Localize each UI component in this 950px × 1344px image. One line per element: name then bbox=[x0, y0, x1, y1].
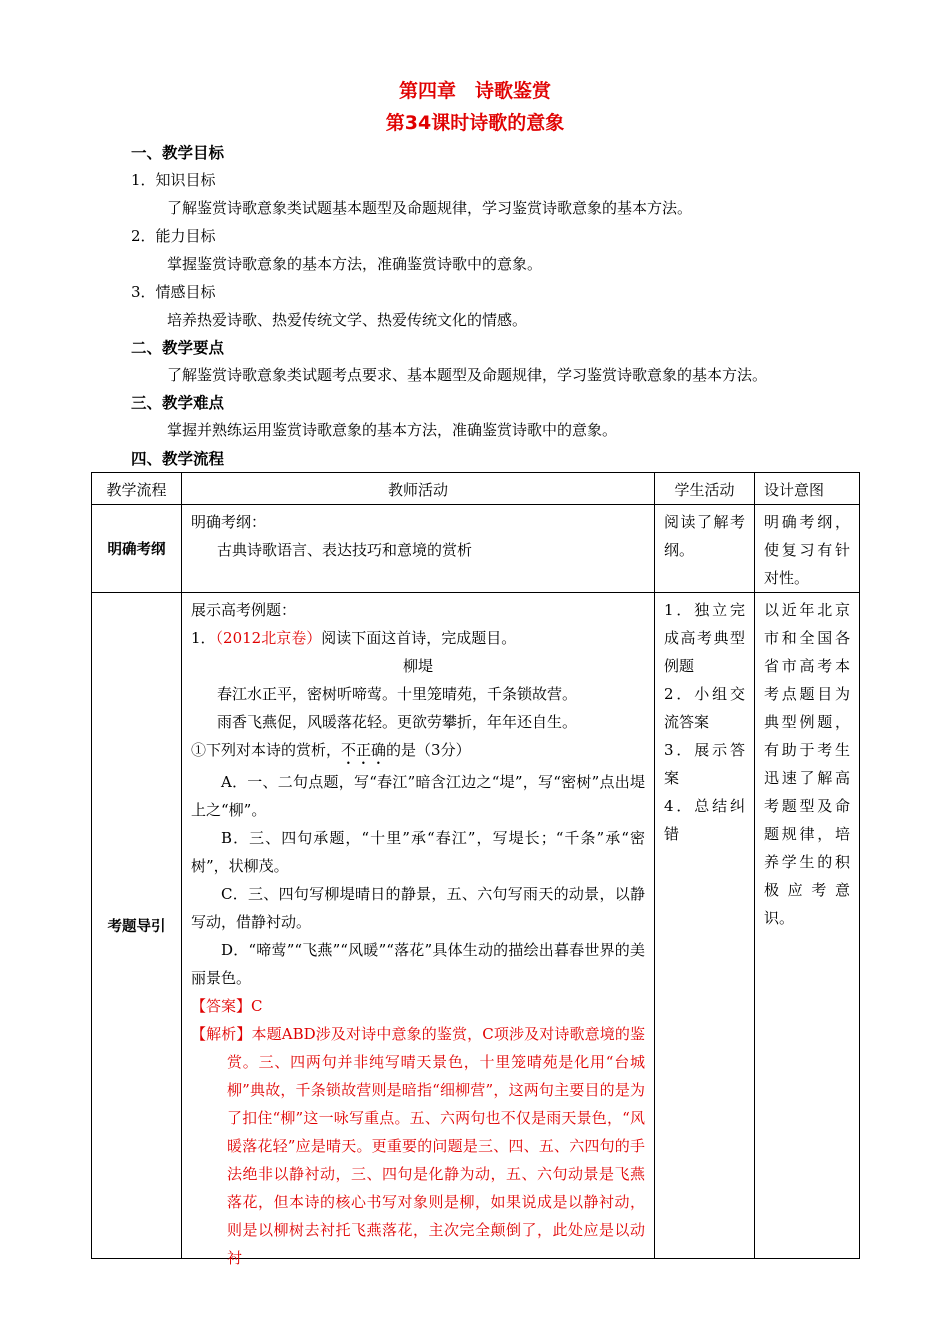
student-activity-cell bbox=[655, 593, 755, 1259]
header-intent: 设计意图 bbox=[755, 473, 860, 505]
option-b: B．三、四句承题，“十里”承“春江”，写堤长；“千条”承“密树”，状柳茂。 bbox=[191, 829, 645, 875]
table-header-row bbox=[92, 473, 860, 505]
row-label-exam-guide: 考题导引 bbox=[92, 593, 182, 1259]
lesson-title: 第34课时诗歌的意象 bbox=[385, 112, 565, 134]
sub-question-prefix: ①下列对本诗的赏析， bbox=[191, 741, 342, 759]
header-flow: 教学流程 bbox=[92, 473, 182, 505]
difficulties-text: 掌握并熟练运用鉴赏诗歌意象的基本方法，准确鉴赏诗歌中的意象。 bbox=[167, 421, 618, 439]
goal-3-label: 3．情感目标 bbox=[131, 283, 216, 301]
student-step-3: 3．展示答案 bbox=[664, 741, 745, 787]
answer-value: C bbox=[251, 997, 263, 1015]
poem-line-1: 春江水正平，密树听啼莺。十里笼晴苑，千条锁故营。 bbox=[217, 685, 578, 703]
answer-line bbox=[191, 992, 645, 1020]
teacher-activity-heading: 明确考纲： bbox=[191, 513, 267, 531]
poem-line-2: 雨香飞燕促，风暖落花轻。更欲劳攀折，年年还自生。 bbox=[217, 713, 578, 731]
analysis-paragraph bbox=[191, 1020, 645, 1272]
question-text: 阅读下面这首诗，完成题目。 bbox=[321, 629, 517, 647]
teacher-activity-cell bbox=[182, 593, 655, 1267]
teacher-activity-cell bbox=[182, 505, 655, 593]
section-heading-difficulties: 三、教学难点 bbox=[131, 394, 225, 412]
goal-3-text: 培养热爱诗歌、热爱传统文学、热爱传统文化的情感。 bbox=[167, 311, 528, 329]
goal-1-label: 1．知识目标 bbox=[131, 171, 216, 189]
sub-question-emphasis: 不正确 bbox=[341, 741, 387, 759]
teaching-flow-table bbox=[91, 472, 860, 1267]
section-heading-goals: 一、教学目标 bbox=[131, 144, 225, 162]
student-step-4: 4．总结纠错 bbox=[664, 797, 745, 843]
design-intent-cell: 以近年北京市和全国各省市高考本考点题目为典型例题，有助于考生迅速了解高考题型及命题规律，培养学生的积极应考意识。 bbox=[755, 593, 860, 1259]
example-intro: 展示高考例题： bbox=[191, 601, 297, 619]
section-heading-key-points: 二、教学要点 bbox=[131, 339, 225, 357]
analysis-tag: 【解析】 bbox=[191, 1025, 252, 1043]
option-a: A．一、二句点题，写“春江”暗含江边之“堤”，写“密树”点出堤上之“柳”。 bbox=[191, 773, 645, 819]
sub-question bbox=[191, 736, 645, 768]
section-heading-flow: 四、教学流程 bbox=[131, 450, 225, 468]
teacher-activity-text: 古典诗歌语言、表达技巧和意境的赏析 bbox=[217, 541, 473, 559]
design-intent-cell: 明确考纲，使复习有针对性。 bbox=[755, 505, 860, 593]
poem-title: 柳堤 bbox=[402, 657, 433, 675]
row-label-syllabus: 明确考纲 bbox=[92, 505, 182, 593]
goal-2-label: 2．能力目标 bbox=[131, 227, 216, 245]
goal-2-text: 掌握鉴赏诗歌意象的基本方法，准确鉴赏诗歌中的意象。 bbox=[167, 255, 543, 273]
table-row bbox=[92, 593, 860, 1259]
student-step-2: 2．小组交流答案 bbox=[664, 685, 745, 731]
question-1 bbox=[191, 624, 645, 652]
option-d: D．“啼莺”“飞燕”“风暖”“落花”具体生动的描绘出暮春世界的美丽景色。 bbox=[191, 941, 645, 987]
header-teacher: 教师活动 bbox=[182, 473, 655, 505]
student-activity-cell: 阅读了解考纲。 bbox=[655, 505, 755, 593]
student-step-1: 1．独立完成高考典型例题 bbox=[664, 601, 745, 675]
answer-tag: 【答案】 bbox=[191, 997, 252, 1015]
analysis-text: 本题ABD涉及对诗中意象的鉴赏，C项涉及对诗歌意境的鉴赏。三、四两句并非纯写晴天景色，十里笼晴苑是化用“台城柳”典故，千条锁故营则是暗指“细柳营”，这两句主要目的是为了扣住“柳”这一咏写重点。五、六两句也不仅是雨天景色，“风暖落花轻”应是晴天。更重要的问题是三、四、五、六四句的手法绝非以静衬动，三、四句是化静为动，五、六句动景是飞燕落花，但本诗的核心书写对象则是柳，如果说成是以静衬动，则是以柳树去衬托飞燕落花，主次完全颠倒了，此处应是以动衬 bbox=[227, 1025, 645, 1267]
sub-question-suffix: 的是（3分） bbox=[386, 741, 471, 759]
question-number: 1． bbox=[191, 629, 216, 647]
header-student: 学生活动 bbox=[655, 473, 755, 505]
key-points-text: 了解鉴赏诗歌意象类试题考点要求、基本题型及命题规律，学习鉴赏诗歌意象的基本方法。 bbox=[167, 366, 768, 384]
table-row bbox=[92, 505, 860, 593]
chapter-title: 第四章 诗歌鉴赏 bbox=[398, 80, 551, 102]
question-source: （2012北京卷） bbox=[215, 629, 322, 647]
goal-1-text: 了解鉴赏诗歌意象类试题基本题型及命题规律，学习鉴赏诗歌意象的基本方法。 bbox=[167, 199, 693, 217]
option-c: C．三、四句写柳堤晴日的静景，五、六句写雨天的动景，以静写动，借静衬动。 bbox=[191, 885, 645, 931]
